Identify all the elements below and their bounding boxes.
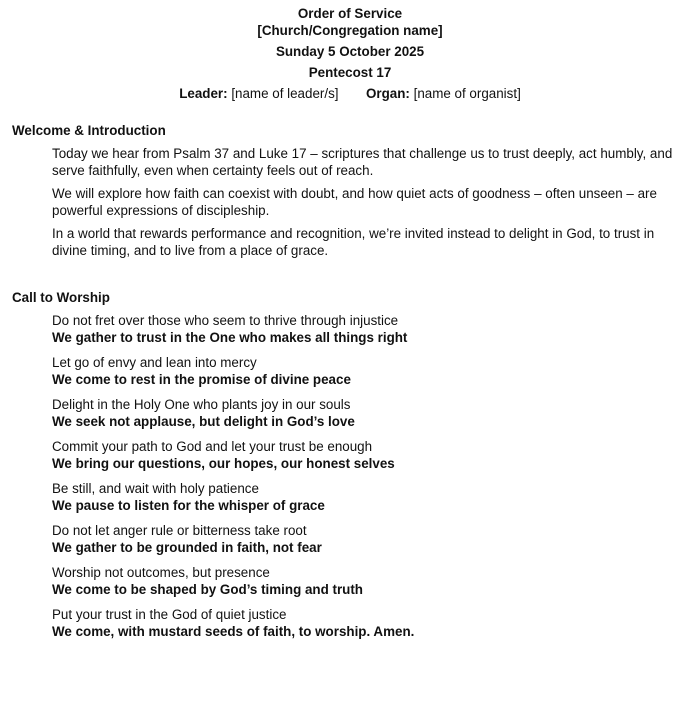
leader-line: Put your trust in the God of quiet justice (52, 607, 287, 622)
litany-pair (52, 480, 700, 514)
people-response: We bring our questions, our hopes, our honest selves (52, 456, 395, 471)
people-response: We gather to trust in the One who makes all things right (52, 330, 408, 345)
leader-line: Do not let anger rule or bitterness take root (52, 523, 307, 538)
liturgical-occasion: Pentecost 17 (308, 65, 392, 80)
people-response: We gather to be grounded in faith, not fear (52, 540, 322, 555)
leader-line: Do not fret over those who seem to thrive through injustice (52, 313, 399, 328)
litany-pair (52, 354, 700, 388)
congregation-name: [Church/Congregation name] (257, 23, 443, 38)
people-response: We come to be shaped by God’s timing and truth (52, 582, 363, 597)
welcome-paragraph: Today we hear from Psalm 37 and Luke 17 – scriptures that challenge us to trust deeply, act humbly, and serve faithfully, even when certainty feels out of reach. (52, 146, 673, 178)
people-response: We pause to listen for the whisper of grace (52, 498, 325, 513)
service-date: Sunday 5 October 2025 (275, 44, 425, 59)
welcome-heading: Welcome & Introduction (12, 123, 166, 138)
call-to-worship-litany (52, 312, 700, 640)
litany-pair (52, 606, 700, 640)
leader-line: Commit your path to God and let your trust be enough (52, 439, 373, 454)
litany-pair (52, 564, 700, 598)
people-response: We come, with mustard seeds of faith, to worship. Amen. (52, 624, 415, 639)
litany-pair (52, 312, 700, 346)
leader-label: Leader: (179, 86, 228, 101)
litany-pair (52, 396, 700, 430)
call-to-worship-heading: Call to Worship (12, 290, 110, 305)
people-response: We seek not applause, but delight in God’s love (52, 414, 355, 429)
welcome-paragraph: In a world that rewards performance and recognition, we’re invited instead to delight in God, to trust in divine timing, and to live from a place of grace. (52, 226, 655, 258)
people-response: We come to rest in the promise of divine peace (52, 372, 351, 387)
leader-line: Let go of envy and lean into mercy (52, 355, 257, 370)
welcome-paragraph: We will explore how faith can coexist with doubt, and how quiet acts of goodness – often unseen – are powerful expressions of discipleship. (52, 186, 657, 218)
leader-organ-line (0, 85, 700, 102)
service-header (0, 5, 700, 81)
document-title: Order of Service (297, 6, 403, 21)
organ-label: Organ: (365, 86, 410, 101)
litany-pair (52, 522, 700, 556)
litany-pair (52, 438, 700, 472)
leader-line: Worship not outcomes, but presence (52, 565, 270, 580)
leader-line: Be still, and wait with holy patience (52, 481, 259, 496)
leader-line: Delight in the Holy One who plants joy in our souls (52, 397, 351, 412)
leader-value: [name of leader/s] (231, 86, 339, 101)
organ-value: [name of organist] (413, 86, 521, 101)
